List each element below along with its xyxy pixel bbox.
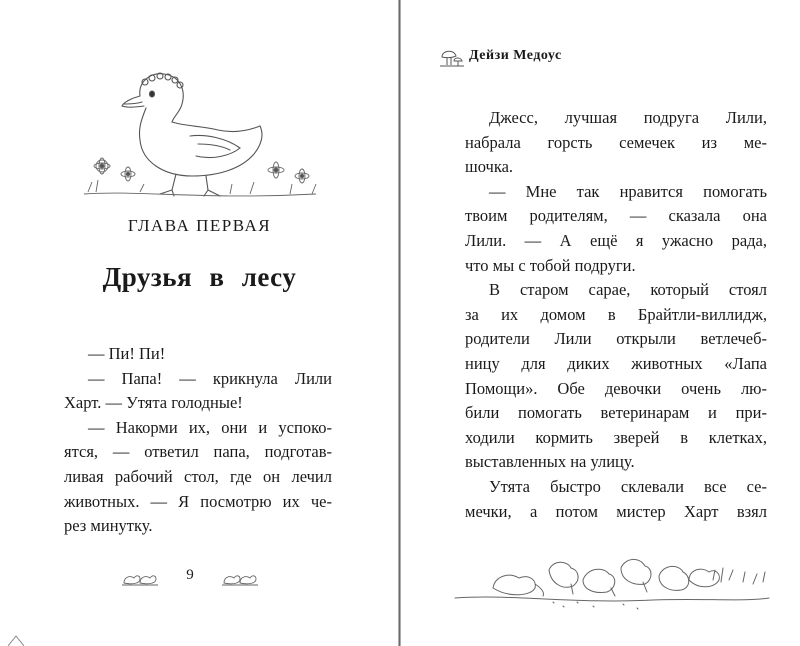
text-line: родители Лили открыли ветлечеб- <box>465 329 767 349</box>
corner-mark-icon <box>6 632 26 646</box>
left-page-text <box>64 342 332 539</box>
duckling-illustration <box>80 44 320 204</box>
text-line: — Мне так нравится помогать <box>489 181 767 201</box>
text-line: за их домом в Брайтли-виллидж, <box>465 304 767 324</box>
text-line: Лили. — А ещё я ужасно рада, <box>465 230 767 250</box>
text-line: В старом сарае, который стоял <box>489 280 767 300</box>
running-head-author: Дейзи Медоус <box>469 48 562 63</box>
text-line: мечки, а потом мистер Харт взял <box>465 501 767 521</box>
mushroom-icon <box>439 46 465 68</box>
text-line: выставленных на улицу. <box>465 452 635 472</box>
ducklings-illustration <box>453 540 771 620</box>
page-footer <box>120 566 260 590</box>
text-line: — Пи! Пи! <box>88 344 166 363</box>
right-page <box>401 0 800 646</box>
text-line: ливая рабочий стол, где он лечил <box>64 466 332 486</box>
text-line: животных. — Я посмотрю их че- <box>64 491 332 511</box>
chapter-title: Друзья в лесу <box>102 262 297 292</box>
text-line: рез минутку. <box>64 516 153 536</box>
right-page-text <box>465 106 767 524</box>
text-line: ходили кормить зверей в клетках, <box>465 427 767 447</box>
text-line: Утята быстро склевали все се- <box>489 476 767 496</box>
text-line: что мы с тобой подруги. <box>465 255 636 275</box>
text-line: ятся, — ответил папа, подготав- <box>64 442 332 462</box>
text-line: ницу для диких животных «Лапа <box>465 353 767 373</box>
chapter-label: ГЛАВА ПЕРВАЯ <box>127 216 272 235</box>
text-line: шочка. <box>465 157 514 177</box>
text-line: Помощи». Обе девочки очень лю- <box>465 378 767 398</box>
left-page <box>0 0 399 646</box>
duckling-ornament-icon <box>220 569 260 587</box>
text-line: твоим родителям, — сказала она <box>465 206 767 226</box>
page-number: 9 <box>186 567 194 583</box>
text-line: Джесс, лучшая подруга Лили, <box>489 108 767 127</box>
text-line: — Накорми их, они и успоко- <box>88 417 332 437</box>
text-line: Харт. — Утята голодные! <box>64 393 243 413</box>
text-line: набрала горсть семечек из ме- <box>465 132 767 152</box>
text-line: били помогать ветеринарам и при- <box>465 403 767 423</box>
text-line: — Папа! — крикнула Лили <box>88 368 332 388</box>
